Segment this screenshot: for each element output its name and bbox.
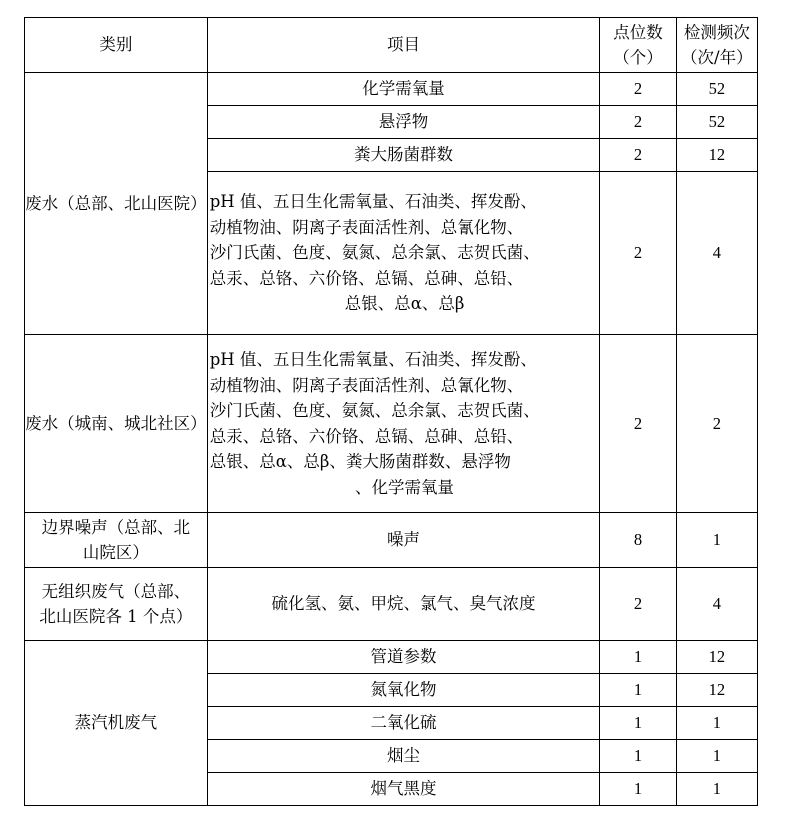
category-line: 北山医院各 1 个点） [39,607,193,626]
category-noise [25,513,208,568]
frequency-cell: 2 [676,335,757,513]
item-line: 动植物油、阴离子表面活性剂、总氰化物、 [209,375,524,395]
item-line: pH 值、五日生化需氧量、石油类、挥发酚、 [209,350,537,369]
item-cell: 氮氧化物 [207,674,600,707]
category-wastewater-main: 废水（总部、北山医院） [25,73,208,335]
frequency-cell: 52 [676,106,757,139]
item-cell: 硫化氢、氨、甲烷、氯气、臭气浓度 [207,568,600,641]
header-frequency [676,18,757,73]
monitoring-table [24,17,758,806]
frequency-cell: 52 [676,73,757,106]
item-line: 沙门氏菌、色度、氨氮、总余氯、志贺氏菌、 [209,401,540,420]
points-cell: 2 [600,73,676,106]
header-category: 类别 [25,18,208,73]
table-row [25,513,758,568]
frequency-cell: 4 [676,568,757,641]
category-line: 山院区） [82,543,149,562]
points-cell: 2 [600,172,676,335]
points-cell: 2 [600,568,676,641]
item-cell: 烟尘 [207,740,600,773]
table-row [25,641,758,674]
frequency-cell: 4 [676,172,757,335]
category-line: 边界噪声（总部、北 [41,517,191,537]
header-points-line-1: 点位数 [613,22,663,42]
header-item: 项目 [207,18,600,73]
category-steam-engine: 蒸汽机废气 [25,641,208,806]
category-wastewater-city: 废水（城南、城北社区） [25,335,208,513]
points-cell: 2 [600,139,676,172]
item-line: 总汞、总铬、六价铬、总镉、总砷、总铅、 [209,268,524,288]
header-row [25,18,758,73]
frequency-cell: 1 [676,773,757,806]
table-row [25,335,758,513]
frequency-cell: 1 [676,707,757,740]
item-cell: 管道参数 [207,641,600,674]
frequency-cell: 1 [676,740,757,773]
points-cell: 2 [600,335,676,513]
points-cell: 1 [600,740,676,773]
item-cell-multiline [207,172,600,335]
item-cell: 悬浮物 [207,106,600,139]
frequency-cell: 12 [676,641,757,674]
header-frequency-line-2: （次/年） [681,48,753,67]
category-fugitive-gas [25,568,208,641]
item-cell: 二氧化硫 [207,707,600,740]
table-row [25,73,758,106]
item-cell: 噪声 [207,513,600,568]
item-line: 总银、总α、总β [344,294,465,314]
item-line: 总银、总α、总β、粪大肠菌群数、悬浮物 [209,452,511,471]
item-line: 沙门氏菌、色度、氨氮、总余氯、志贺氏菌、 [209,243,540,263]
item-cell-multiline [207,335,600,513]
points-cell: 1 [600,773,676,806]
header-points-line-2: （个） [613,48,663,67]
item-line: 动植物油、阴离子表面活性剂、总氰化物、 [209,217,524,237]
item-line: pH 值、五日生化需氧量、石油类、挥发酚、 [209,192,537,212]
points-cell: 1 [600,674,676,707]
frequency-cell: 12 [676,674,757,707]
category-line: 无组织废气（总部、 [41,581,191,601]
item-cell: 化学需氧量 [207,73,600,106]
header-points [600,18,676,73]
item-cell: 烟气黑度 [207,773,600,806]
header-frequency-line-1: 检测频次 [683,22,750,42]
item-line: 、化学需氧量 [355,477,455,497]
frequency-cell: 1 [676,513,757,568]
points-cell: 1 [600,641,676,674]
item-line: 总汞、总铬、六价铬、总镉、总砷、总铅、 [209,426,524,446]
frequency-cell: 12 [676,139,757,172]
points-cell: 2 [600,106,676,139]
points-cell: 1 [600,707,676,740]
table-row [25,568,758,641]
points-cell: 8 [600,513,676,568]
item-cell: 粪大肠菌群数 [207,139,600,172]
